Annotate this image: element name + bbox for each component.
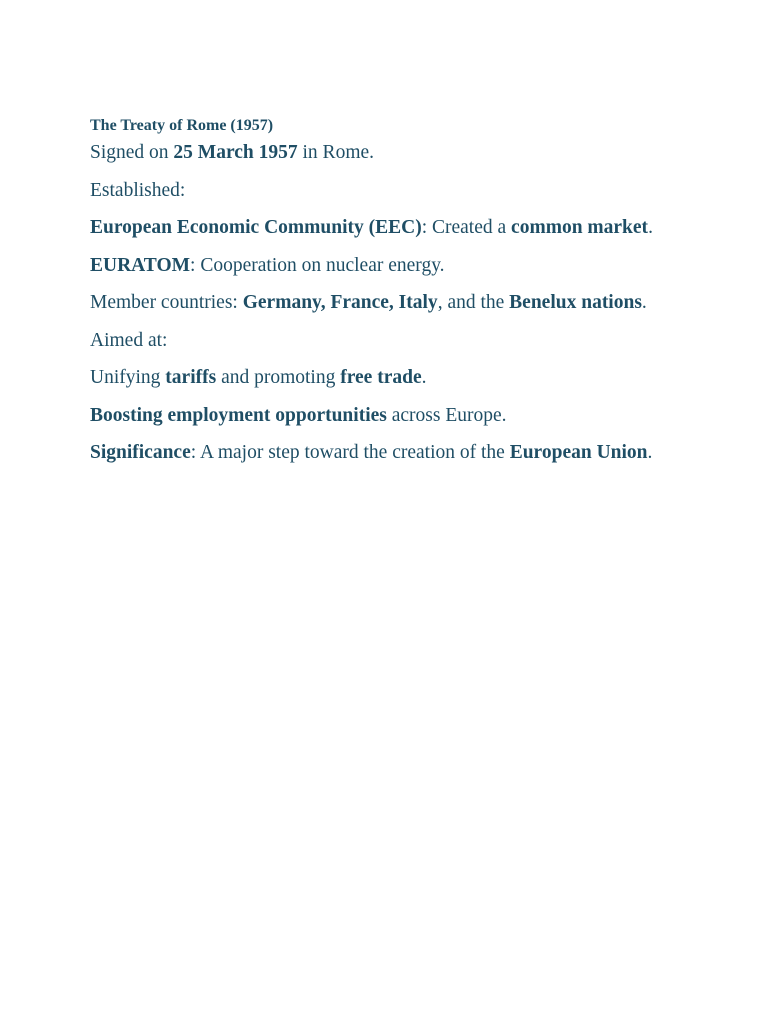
paragraph [90,440,708,466]
bold-text: Boosting employment opportunities [90,404,387,426]
paragraph [90,215,708,241]
paragraph [90,290,708,316]
bold-text: EURATOM [90,254,191,276]
text-segment: . [421,367,427,388]
paragraph [90,178,708,204]
bold-text: common market [511,217,649,238]
text-segment: . [641,292,647,313]
bold-text: European Union [509,442,648,463]
text-segment: . [647,442,653,463]
bold-text: 25 March 1957 [173,142,298,163]
text-segment: Unifying [90,367,166,388]
text-segment: : Created a [421,217,512,238]
bold-text: free trade [340,367,422,388]
bold-text: Germany, France, Italy [242,292,438,313]
paragraph [90,140,708,166]
paragraph [90,403,708,429]
text-segment: , and the [437,292,510,313]
text-segment: Established: [90,179,186,201]
paragraph [90,253,708,279]
paragraph [90,365,708,391]
bold-text: Significance [90,442,191,463]
text-segment: . [648,217,653,238]
bold-text: Benelux nations [509,292,642,313]
document-title: The Treaty of Rome (1957) [90,117,274,134]
text-segment: across Europe. [386,404,507,426]
text-segment: Signed on [90,142,174,163]
text-segment: Aimed at: [90,329,168,351]
text-segment: : A major step toward the creation of the [190,442,510,463]
bold-text: tariffs [165,367,217,388]
document-body [90,140,708,466]
text-segment: : Cooperation on nuclear energy. [190,254,445,276]
bold-text: European Economic Community (EEC) [90,217,422,238]
paragraph [90,328,708,354]
text-segment: and promoting [216,367,341,388]
text-segment: in Rome. [297,142,375,163]
text-segment: Member countries: [90,292,243,313]
